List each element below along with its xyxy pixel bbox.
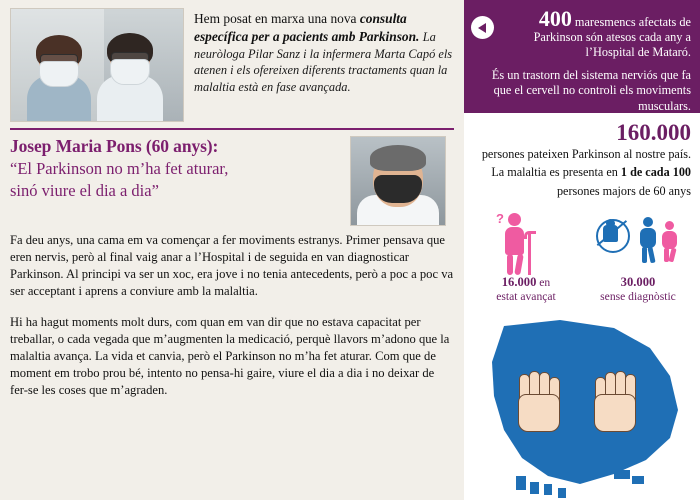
no-doctor-icon — [594, 213, 684, 273]
stat-30000-caption: sense diagnòstic — [600, 289, 676, 303]
pull-quote-line-2: sinó viure el dia a dia” — [10, 180, 159, 200]
stat-160000-line2-pre: La malaltia es presenta en — [491, 165, 621, 180]
person-icon — [660, 221, 680, 261]
article-paragraph: Fa deu anys, una cama em va començar a fer moviments estranys. Primer pensava que eren nervis, però al final vaig anar a l’Hospital i de seguida en van diagnosticar Parkinson. Al principi va ser un xoc, era jove i no tenia antecedents, però a poc a poc va ser acceptant i aprens a conviure amb la malaltia. — [10, 233, 454, 299]
stat-16000-number: 16.000 — [501, 274, 537, 289]
stat-advanced-stage — [476, 209, 576, 304]
interviewee-portrait — [350, 136, 446, 226]
article-body — [10, 232, 454, 412]
face-mask-icon — [374, 175, 422, 203]
intro-lead-bold: consulta específica per a pacients amb Parkinson. — [194, 11, 420, 44]
intro-text — [194, 8, 454, 122]
stat-16000-suffix: en — [536, 275, 551, 289]
stat-top-description: És un trastorn del sistema nerviós que fa que el cervell no controli els moviments musculars. — [491, 68, 691, 113]
article-paragraph: Hi ha hagut moments molt durs, com quan em van dir que no estava capacitat per treballar, o cada vegada que m’augmenten la medicació, perquè llavors m’adono que la malaltia avança. La vida et canvia, però el Parkinson no m’ha fet aturar. Com que de moment em trobo prou bé, intento no pensa-hi gaire, viure el dia a dia i no deixar de fer-se les coses que m’agraden. — [10, 314, 450, 397]
hand-illustration — [592, 370, 638, 432]
play-triangle-icon — [471, 16, 494, 39]
divider-purple — [10, 128, 454, 130]
stat-30000-number: 30.000 — [620, 274, 656, 289]
catalonia-map-with-hands — [464, 318, 700, 500]
stat-panel-mid — [464, 113, 700, 203]
stat-icons-row — [464, 203, 700, 304]
intro-rest: La neuròloga Pilar Sanz i la infermera Marta Capó els atenen i els ofereixen diferents tractaments quan la malaltia està en fase avançada. — [194, 29, 453, 94]
right-column — [464, 0, 700, 500]
interviewee-name: Josep Maria Pons (60 anys): — [10, 136, 219, 156]
person-nurse — [97, 35, 163, 121]
headline-block — [10, 136, 454, 226]
stat-400-rest: de Parkinson són atesos cada any a l’Hospital de Mataró. — [533, 15, 691, 59]
intro-lead-prefix: Hem posat en marxa una nova — [194, 11, 360, 26]
stat-undiagnosed — [588, 209, 688, 304]
pull-quote-line-1: “El Parkinson no m’ha fet aturar, — [10, 159, 229, 178]
stat-panel-top — [464, 0, 700, 113]
person-icon — [638, 217, 658, 261]
intro-block — [0, 0, 464, 128]
face-mask-icon — [110, 59, 150, 85]
elderly-person-with-cane-icon: ? — [502, 213, 536, 275]
stat-400-text: maresmencs afectats — [571, 15, 677, 29]
stat-16000-caption: estat avançat — [496, 289, 556, 303]
face-mask-icon — [39, 61, 79, 87]
hand-illustration — [516, 370, 562, 432]
stat-160000-line3: persones majors de 60 anys — [556, 183, 691, 198]
person-neurologist — [27, 37, 91, 121]
stat-160000-number: 160.000 — [616, 120, 691, 145]
stat-160000-line2-bold: 1 de cada 100 — [620, 165, 691, 180]
two-women-photo — [10, 8, 184, 122]
stat-400-number: 400 — [538, 6, 572, 31]
stat-160000-line1: persones pateixen Parkinson al nostre país. — [481, 147, 691, 161]
